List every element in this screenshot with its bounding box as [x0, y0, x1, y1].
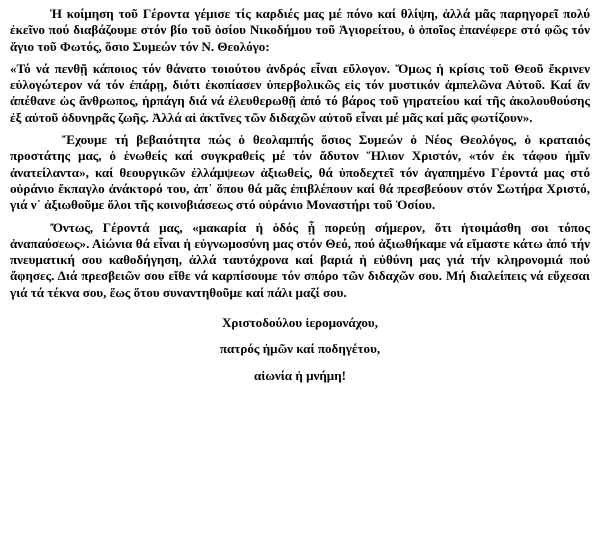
- paragraph-1: Ἡ κοίμηση τοῦ Γέροντα γέμισε τίς καρδιές μας μέ πόνο καί θλίψη, ἀλλά μᾶς παρηγορεῖ πολύ ἐκεῖνο πού διαβάζουμε στόν βίο τοῦ ὁσίου Νικοδήμου τοῦ Ἁγιορείτου, ὁ ὁποῖος ἐπανέφερε στό φῶς τόν ἅγιο τοῦ Φωτός, ὅσιο Συμεών τόν Ν. Θεολόγο:: [10, 6, 590, 54]
- signature-line-2: πατρός ἡμῶν καί ποδηγέτου,: [219, 341, 381, 357]
- paragraph-2-quote: «Τό νά πενθῇ κάποιος τόν θάνατο τοιούτου ἀνδρός εἶναι εὔλογον. Ὅμως ἡ κρίσις τοῦ Θεοῦ ἔκρινεν εὐλογώτερον νά τόν ἐπάρῃ, διότι ἐκοπίασεν ὑπερβολικῶς εἰς τόν μυστικόν ἀμπελῶνα Αὐτοῦ. Καί ἄν ἀπέθανε ὡς ἄνθρωπος, ἡρπάγη διά νά ἐλευθερωθῇ ἀπό τό βάρος τοῦ γηρατείου καί τῆς ἀκολουθούσης ἐξ αὐτοῦ ὀδυνηρᾶς ζωῆς. Ἀλλά αἱ ἀκτῖνες τῶν διδαχῶν αὐτοῦ εἶναι μέ μᾶς καί μᾶς φωτίζουν».: [10, 60, 590, 125]
- signature-block: [10, 315, 590, 384]
- paragraph-3: Ἔχουμε τή βεβαιότητα πώς ὁ θεολαμπής ὅσιος Συμεών ὁ Νέος Θεολόγος, ὁ κραταιός προστάτης μας, ὁ ἑνωθείς καί συγκραθείς μέ τόν ἄδυτον Ἥλιον Χριστόν, «τόν ἐκ τάφου ἡμῖν ἀνατείλαντα», καί θεουργικῶν ἐλλάμψεων ἀξιωθείς, θά ὑποδεχτεῖ τόν ἀγαπημένο Γέροντά μας στό οὐράνιο ἔκπαγλο ἀνάκτορό του, ἀπ᾽ ὅπου θά μᾶς ἐπιβλέπουν καί θά πρεσβεύουν στόν Σωτήρα Χριστό, γιά ν᾽ ἀξιωθοῦμε ὅλοι τῆς κοινοβιάσεως στό οὐράνιο Μοναστήρι τοῦ Ὁσίου.: [10, 132, 590, 213]
- signature-line-3: αἰωνία ἡ μνήμη!: [253, 367, 347, 383]
- signature-line-1: Χριστοδούλου ἱερομονάχου,: [221, 315, 379, 331]
- paragraph-4: Ὄντως, Γέροντά μας, «μακαρία ἡ ὁδός ᾗ πορεύῃ σήμερον, ὅτι ἡτοιμάσθη σοι τόπος ἀναπαύσεως». Αἰώνια θά εἶναι ἡ εὐγνωμοσύνη μας στόν Θεό, πού ἀξιωθήκαμε νά εἴμαστε κάτω ἀπό τήν πνευματική σου καθοδήγηση, ἀλλά ταυτόχρονα καί βαριά ἡ εὐθύνη μας γιά τήν κληρονομιά πού ἄφησες. Διά πρεσβειῶν σου εἴθε νά καρπίσουμε τόν σπόρο τῶν διδαχῶν σου. Μή διαλείπεις νά εὔχεσαι γιά τά τέκνα σου, ἕως ὅτου συναντηθοῦμε καί πάλι μαζί σου.: [10, 219, 590, 300]
